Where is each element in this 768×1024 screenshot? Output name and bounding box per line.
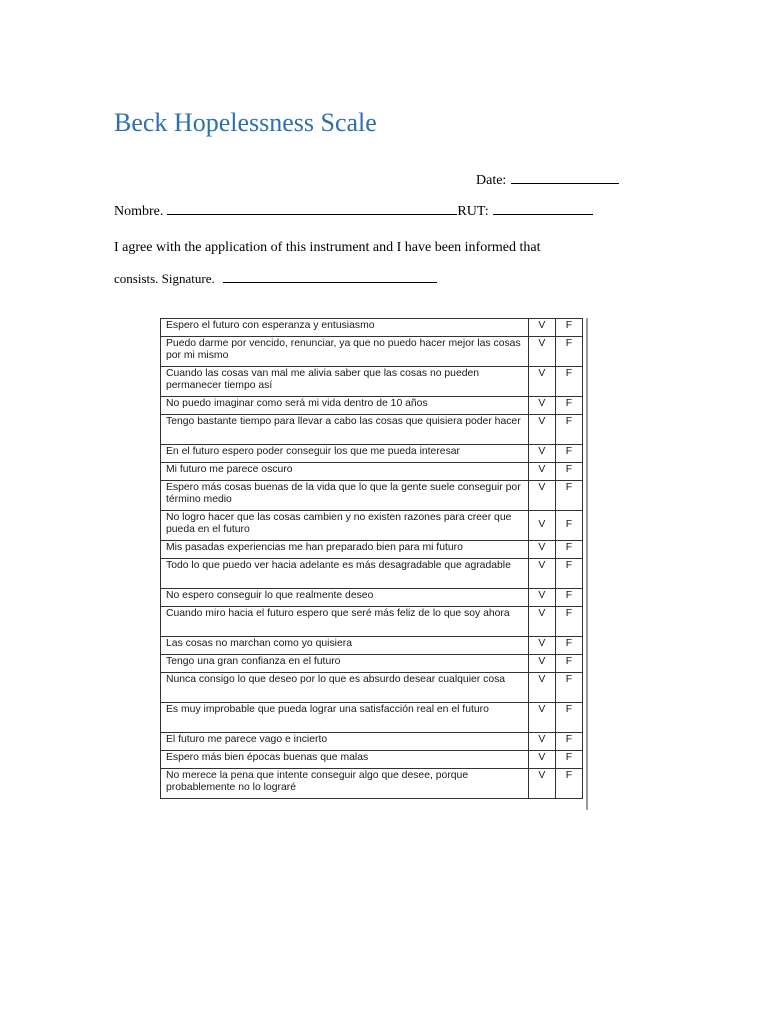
true-option[interactable]: V	[528, 589, 555, 607]
false-option[interactable]: F	[555, 541, 582, 559]
table-row	[161, 415, 583, 445]
table-row	[161, 751, 583, 769]
question-text: En el futuro espero poder conseguir los que me pueda interesar	[161, 445, 529, 463]
table-shadow-edge	[586, 318, 588, 810]
true-option[interactable]: V	[528, 481, 555, 511]
question-text: Espero más bien épocas buenas que malas	[161, 751, 529, 769]
false-option[interactable]: F	[555, 445, 582, 463]
question-text: No espero conseguir lo que realmente deseo	[161, 589, 529, 607]
true-option[interactable]: V	[528, 703, 555, 733]
true-option[interactable]: V	[528, 337, 555, 367]
true-option[interactable]: V	[528, 463, 555, 481]
question-text: Espero el futuro con esperanza y entusiasmo	[161, 319, 529, 337]
question-text: Espero más cosas buenas de la vida que lo que la gente suele conseguir por término medio	[161, 481, 529, 511]
agreement-text: I agree with the application of this instrument and I have been informed that	[114, 240, 541, 255]
question-text: Tengo bastante tiempo para llevar a cabo las cosas que quisiera poder hacer	[161, 415, 529, 445]
question-text: Mis pasadas experiencias me han preparado bien para mi futuro	[161, 541, 529, 559]
true-option[interactable]: V	[528, 655, 555, 673]
true-option[interactable]: V	[528, 751, 555, 769]
consists-text: consists. Signature.	[114, 271, 215, 286]
scale-table	[160, 318, 583, 799]
table-row	[161, 559, 583, 589]
false-option[interactable]: F	[555, 751, 582, 769]
question-text: Mi futuro me parece oscuro	[161, 463, 529, 481]
rut-label: RUT:	[457, 204, 489, 219]
table-row	[161, 607, 583, 637]
date-label: Date:	[476, 173, 507, 188]
true-option[interactable]: V	[528, 319, 555, 337]
scale-table-body	[161, 319, 583, 799]
false-option[interactable]: F	[555, 463, 582, 481]
true-option[interactable]: V	[528, 511, 555, 541]
table-row	[161, 463, 583, 481]
true-option[interactable]: V	[528, 445, 555, 463]
true-option[interactable]: V	[528, 415, 555, 445]
false-option[interactable]: F	[555, 337, 582, 367]
nombre-label: Nombre.	[114, 204, 164, 219]
table-row	[161, 769, 583, 799]
table-row	[161, 511, 583, 541]
table-row	[161, 337, 583, 367]
false-option[interactable]: F	[555, 511, 582, 541]
false-option[interactable]: F	[555, 589, 582, 607]
true-option[interactable]: V	[528, 541, 555, 559]
table-row	[161, 637, 583, 655]
table-row	[161, 319, 583, 337]
question-text: Es muy improbable que pueda lograr una satisfacción real en el futuro	[161, 703, 529, 733]
question-text: El futuro me parece vago e incierto	[161, 733, 529, 751]
question-text: No logro hacer que las cosas cambien y no existen razones para creer que pueda en el futuro	[161, 511, 529, 541]
question-text: Cuando las cosas van mal me alivia saber que las cosas no pueden permanecer tiempo así	[161, 367, 529, 397]
true-option[interactable]: V	[528, 607, 555, 637]
document-title: Beck Hopelessness Scale	[114, 108, 377, 137]
table-row	[161, 367, 583, 397]
table-row	[161, 445, 583, 463]
true-option[interactable]: V	[528, 397, 555, 415]
question-text: Tengo una gran confianza en el futuro	[161, 655, 529, 673]
rut-blank[interactable]	[493, 202, 593, 215]
question-text: Nunca consigo lo que deseo por lo que es absurdo desear cualquier cosa	[161, 673, 529, 703]
false-option[interactable]: F	[555, 673, 582, 703]
true-option[interactable]: V	[528, 769, 555, 799]
false-option[interactable]: F	[555, 769, 582, 799]
table-row	[161, 655, 583, 673]
scale-table-wrapper	[160, 318, 588, 799]
true-option[interactable]: V	[528, 673, 555, 703]
date-line	[476, 171, 619, 189]
table-row	[161, 397, 583, 415]
signature-blank[interactable]	[223, 270, 437, 283]
false-option[interactable]: F	[555, 733, 582, 751]
table-row	[161, 541, 583, 559]
false-option[interactable]: F	[555, 481, 582, 511]
false-option[interactable]: F	[555, 319, 582, 337]
signature-line	[114, 270, 437, 287]
date-blank[interactable]	[511, 171, 619, 184]
false-option[interactable]: F	[555, 637, 582, 655]
true-option[interactable]: V	[528, 637, 555, 655]
false-option[interactable]: F	[555, 367, 582, 397]
nombre-blank[interactable]	[167, 202, 457, 215]
table-row	[161, 481, 583, 511]
question-text: No puedo imaginar como será mi vida dentro de 10 años	[161, 397, 529, 415]
table-row	[161, 703, 583, 733]
nombre-line	[114, 202, 593, 220]
table-row	[161, 589, 583, 607]
true-option[interactable]: V	[528, 367, 555, 397]
false-option[interactable]: F	[555, 397, 582, 415]
question-text: Puedo darme por vencido, renunciar, ya que no puedo hacer mejor las cosas por mi mismo	[161, 337, 529, 367]
table-row	[161, 673, 583, 703]
false-option[interactable]: F	[555, 607, 582, 637]
table-row	[161, 733, 583, 751]
false-option[interactable]: F	[555, 559, 582, 589]
question-text: No merece la pena que intente conseguir algo que desee, porque probablemente no lo lograré	[161, 769, 529, 799]
false-option[interactable]: F	[555, 415, 582, 445]
question-text: Todo lo que puedo ver hacia adelante es más desagradable que agradable	[161, 559, 529, 589]
false-option[interactable]: F	[555, 655, 582, 673]
question-text: Cuando miro hacia el futuro espero que seré más feliz de lo que soy ahora	[161, 607, 529, 637]
true-option[interactable]: V	[528, 733, 555, 751]
false-option[interactable]: F	[555, 703, 582, 733]
true-option[interactable]: V	[528, 559, 555, 589]
question-text: Las cosas no marchan como yo quisiera	[161, 637, 529, 655]
